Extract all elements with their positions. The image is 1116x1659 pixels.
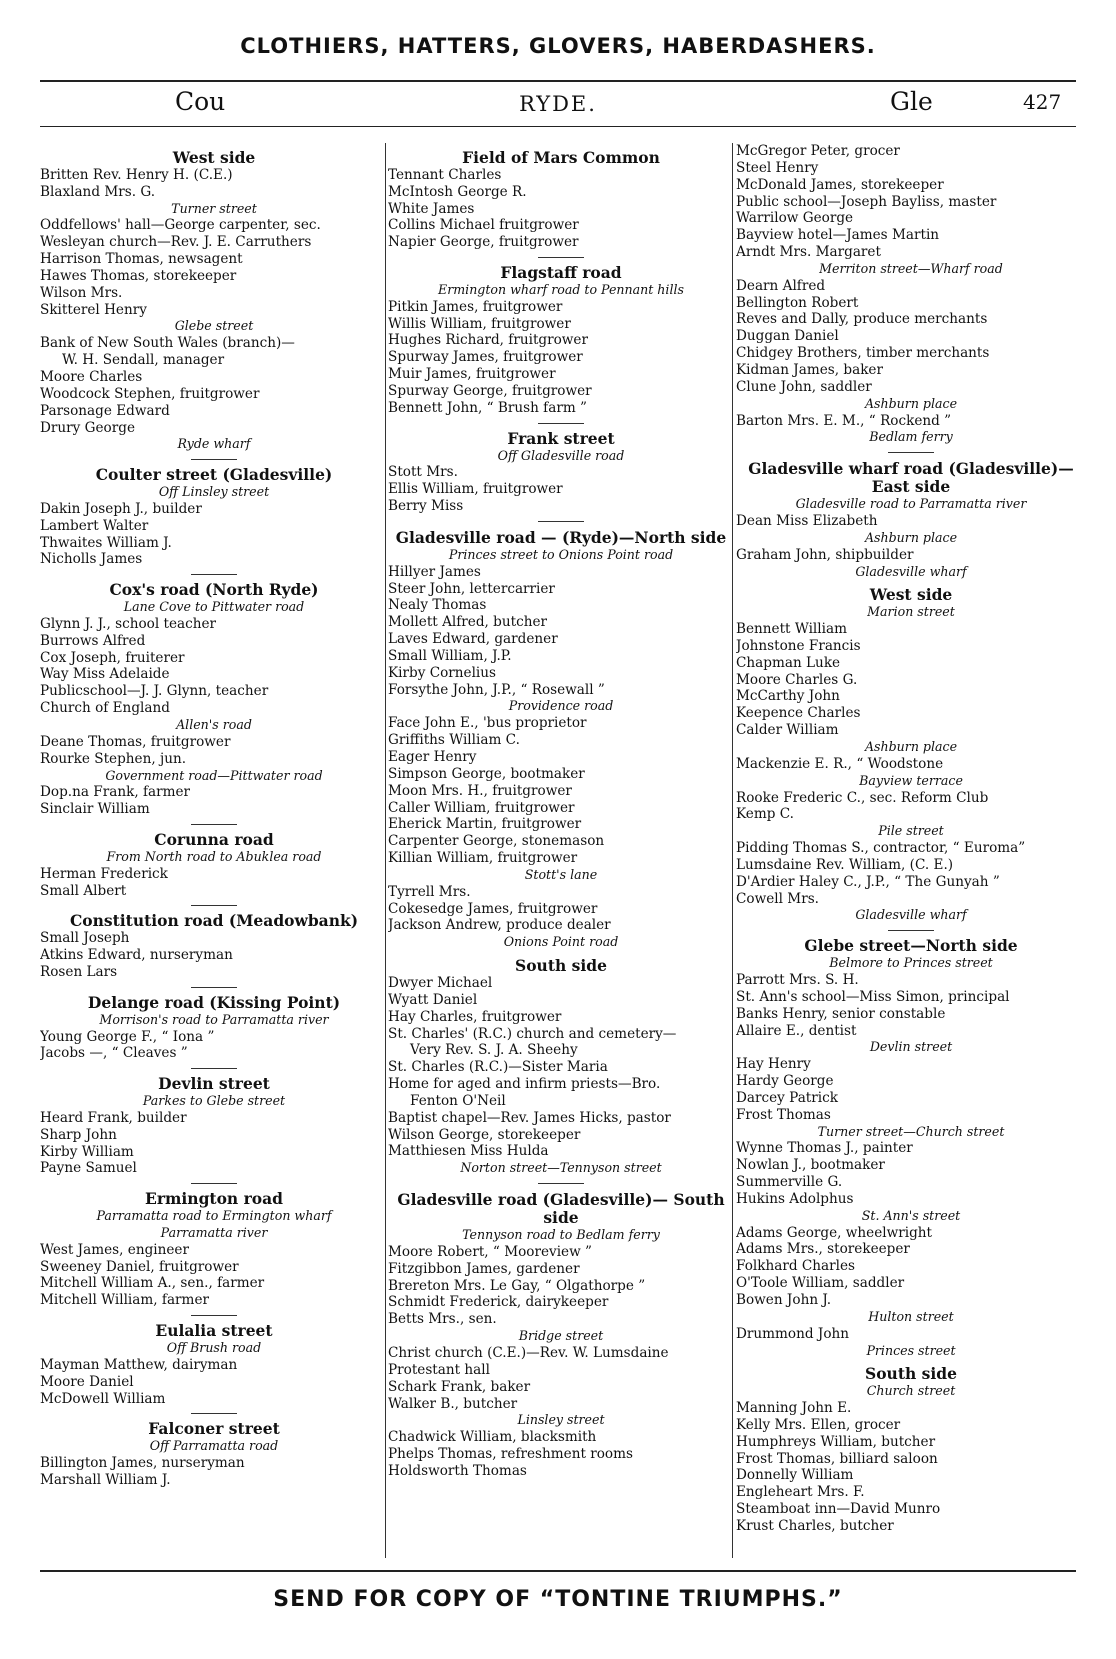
column-divider-1 — [385, 143, 386, 1558]
cross-street-label: Off Parramatta road — [149, 1438, 279, 1454]
directory-entry: Walker B., butcher — [388, 1395, 518, 1412]
section-heading: Glebe street—North side — [804, 936, 1018, 956]
directory-entry: Drummond John — [736, 1325, 850, 1342]
directory-entry: Hay Henry — [736, 1056, 811, 1073]
directory-entry: Publicschool—J. J. Glynn, teacher — [40, 683, 269, 700]
section-separator — [191, 1068, 237, 1069]
directory-entry: Mitchell William, farmer — [40, 1292, 209, 1309]
directory-entry: Johnstone Francis — [736, 637, 861, 654]
cross-street-label: Ashburn place — [864, 395, 958, 411]
cross-street-label: Ryde wharf — [177, 436, 251, 452]
directory-entry: Eherick Martin, fruitgrower — [388, 816, 582, 833]
directory-entry: Wilson George, storekeeper — [388, 1126, 581, 1143]
directory-entry: Dop.na Frank, farmer — [40, 784, 191, 801]
directory-entry: Engleheart Mrs. F. — [736, 1484, 865, 1501]
directory-entry: Steel Henry — [736, 159, 819, 176]
cross-street-label: Tennyson road to Bedlam ferry — [462, 1227, 660, 1243]
directory-entry: Britten Rev. Henry H. (C.E.) — [40, 166, 233, 183]
section-heading: Frank street — [507, 428, 615, 448]
directory-entry: Marshall William J. — [40, 1471, 171, 1488]
cross-street-label: Bedlam ferry — [869, 429, 953, 445]
directory-entry: Jackson Andrew, produce dealer — [388, 917, 611, 934]
header-locality: RYDE. — [519, 92, 597, 116]
directory-entry: Skitterel Henry — [40, 301, 147, 318]
directory-entry: St. Ann's school—Miss Simon, principal — [736, 988, 1010, 1005]
directory-entry: Sharp John — [40, 1126, 117, 1143]
directory-entry: Schark Frank, baker — [388, 1378, 531, 1395]
section-heading: West side — [172, 148, 256, 167]
directory-entry: Brereton Mrs. Le Gay, “ Olgathorpe ” — [388, 1277, 646, 1294]
directory-entry: Mackenzie E. R., “ Woodstone — [736, 755, 944, 772]
cross-street-label: Ashburn place — [864, 739, 958, 754]
directory-entry: Holdsworth Thomas — [388, 1462, 527, 1479]
directory-entry: Bowen John J. — [736, 1292, 832, 1308]
directory-entry: Berry Miss — [388, 498, 464, 515]
cross-street-label: From North road to Abuklea road — [106, 848, 322, 864]
directory-entry: Carpenter George, stonemason — [388, 833, 605, 850]
directory-entry: Hardy George — [736, 1073, 834, 1090]
directory-entry: Frost Thomas, billiard saloon — [736, 1450, 938, 1467]
cross-street-label: Morrison's road to Parramatta river — [99, 1011, 329, 1027]
directory-entry: O'Toole William, saddler — [736, 1275, 905, 1292]
cross-street-label: Pile street — [878, 823, 944, 839]
cross-street-label: Princes street to Onions Point road — [448, 546, 674, 562]
section-separator — [888, 452, 934, 453]
header-right-guide-word: Gle — [890, 87, 933, 116]
directory-entry: Heard Frank, builder — [40, 1109, 187, 1126]
directory-entry: Chapman Luke — [736, 654, 841, 671]
section-heading: Constitution road (Meadowbank) — [69, 911, 359, 931]
directory-entry: Spurway George, fruitgrower — [388, 382, 592, 399]
directory-entry: Collins Michael fruitgrower — [388, 217, 579, 234]
section-heading: Gladesville road (Gladesville)— South side — [397, 1190, 725, 1228]
directory-column-3 — [736, 143, 1086, 1558]
section-heading: Coulter street (Gladesville) — [95, 465, 333, 485]
directory-entry: Wesleyan church—Rev. J. E. Carruthers — [40, 234, 312, 251]
directory-entry: Jacobs —, “ Cleaves ” — [40, 1045, 188, 1062]
directory-entry: Wilson Mrs. — [40, 284, 123, 301]
section-separator — [538, 1183, 584, 1184]
section-heading: Gladesville wharf road (Gladesville)—East side — [748, 459, 1074, 497]
directory-entry-continuation: Fenton O'Neil — [410, 1092, 506, 1109]
directory-entry: Phelps Thomas, refreshment rooms — [388, 1446, 633, 1463]
cross-street-label: Marion street — [867, 604, 955, 620]
directory-entry: Kidman James, baker — [736, 361, 883, 378]
directory-entry: Bank of New South Wales (branch)— — [40, 335, 295, 352]
directory-entry: Folkhard Charles — [736, 1258, 855, 1275]
section-heading: South side — [865, 1364, 957, 1384]
section-heading: West side — [869, 585, 953, 605]
directory-entry: Nicholls James — [40, 551, 143, 568]
directory-entry: Kelly Mrs. Ellen, grocer — [736, 1416, 901, 1433]
section-separator — [191, 1315, 237, 1316]
directory-entry: Public school—Joseph Bayliss, master — [736, 193, 997, 210]
directory-entry: Humphreys William, butcher — [736, 1433, 936, 1450]
directory-column-1 — [40, 143, 388, 1558]
cross-street-label: Belmore to Princes street — [829, 955, 993, 971]
directory-entry: Calder William — [736, 722, 839, 739]
cross-street-label: Turner street — [171, 200, 257, 216]
directory-entry: McIntosh George R. — [388, 183, 527, 200]
section-separator — [538, 423, 584, 424]
directory-entry: Chadwick William, blacksmith — [388, 1429, 597, 1446]
directory-entry: D'Ardier Haley C., J.P., “ The Gunyah ” — [736, 873, 1000, 890]
directory-entry: Bellington Robert — [736, 294, 859, 311]
cross-street-label: Gladesville wharf — [855, 563, 967, 579]
directory-entry: St. Charles' (R.C.) church and cemetery— — [388, 1025, 677, 1042]
directory-entry: Moore Robert, “ Mooreview ” — [388, 1243, 592, 1260]
directory-entry: Rourke Stephen, jun. — [40, 750, 187, 767]
directory-entry: Bennett John, “ Brush farm ” — [388, 399, 587, 416]
directory-entry: Clune John, saddler — [736, 378, 872, 395]
directory-entry: Chidgey Brothers, timber merchants — [736, 345, 990, 362]
section-separator — [191, 824, 237, 825]
cross-street-label: Church street — [866, 1383, 956, 1399]
section-separator — [191, 1183, 237, 1184]
directory-entry: Dearn Alfred — [736, 277, 826, 294]
directory-entry: Church of England — [40, 700, 170, 717]
directory-entry: Steamboat inn—David Munro — [736, 1501, 941, 1518]
section-separator — [538, 521, 584, 522]
cross-street-label: Parramatta river — [160, 1224, 268, 1240]
directory-entry: Lumsdaine Rev. William, (C. E.) — [736, 856, 954, 873]
cross-street-label: Bridge street — [518, 1328, 604, 1344]
section-separator — [191, 1413, 237, 1414]
cross-street-label: Ermington wharf road to Pennant hills — [438, 281, 684, 297]
section-separator — [191, 459, 237, 460]
directory-entry: Thwaites William J. — [40, 534, 172, 551]
cross-street-label: Norton street—Tennyson street — [460, 1160, 662, 1176]
directory-entry: Graham John, shipbuilder — [736, 546, 914, 563]
cross-street-label: Stott's lane — [524, 866, 598, 882]
cross-street-label: Devlin street — [869, 1039, 953, 1055]
directory-entry: Hughes Richard, fruitgrower — [388, 332, 588, 349]
directory-entry: Home for aged and infirm priests—Bro. — [388, 1076, 661, 1093]
directory-entry: Wyatt Daniel — [388, 991, 478, 1008]
section-separator — [191, 987, 237, 988]
directory-entry: Kemp C. — [736, 806, 794, 823]
directory-entry: Blaxland Mrs. G. — [40, 183, 156, 200]
directory-entry: Way Miss Adelaide — [40, 666, 170, 683]
directory-entry: Allaire E., dentist — [736, 1022, 857, 1039]
section-separator — [191, 905, 237, 906]
directory-entry: Eager Henry — [388, 749, 477, 765]
directory-entry: Oddfellows' hall—George carpenter, sec. — [40, 217, 321, 234]
directory-entry: McDonald James, storekeeper — [736, 176, 944, 193]
directory-entry: Mitchell William A., sen., farmer — [40, 1275, 265, 1292]
section-heading: Flagstaff road — [500, 263, 622, 283]
directory-entry: Small Albert — [40, 882, 127, 899]
cross-street-label: Off Gladesville road — [497, 447, 625, 463]
directory-entry: Glynn J. J., school teacher — [40, 615, 217, 632]
directory-entry: Deane Thomas, fruitgrower — [40, 733, 231, 750]
directory-entry: Small Joseph — [40, 930, 130, 947]
directory-entry: Adams George, wheelwright — [736, 1224, 933, 1241]
directory-entry: Schmidt Frederick, dairykeeper — [388, 1294, 609, 1311]
cross-street-label: St. Ann's street — [861, 1207, 961, 1223]
cross-street-label: Government road—Pittwater road — [105, 767, 323, 783]
cross-street-label: Hulton street — [868, 1308, 954, 1324]
directory-entry: Pitkin James, fruitgrower — [388, 298, 563, 315]
section-heading: Cox's road (North Ryde) — [109, 580, 319, 600]
directory-entry: Harrison Thomas, newsagent — [40, 251, 243, 268]
directory-entry: Napier George, fruitgrower — [388, 234, 579, 251]
directory-entry: Drury George — [40, 419, 135, 436]
directory-entry: Moore Daniel — [40, 1373, 134, 1390]
cross-street-label: Glebe street — [174, 318, 254, 334]
directory-entry: Arndt Mrs. Margaret — [736, 244, 881, 261]
section-heading: Ermington road — [145, 1189, 283, 1209]
directory-column-2 — [388, 143, 734, 1558]
page-number: 427 — [1023, 90, 1062, 114]
directory-entry: Donnelly William — [736, 1467, 854, 1484]
directory-entry: West James, engineer — [40, 1241, 189, 1258]
directory-entry: Billington James, nurseryman — [40, 1455, 245, 1472]
directory-entry: Betts Mrs., sen. — [388, 1311, 497, 1328]
cross-street-label: Off Linsley street — [158, 484, 270, 500]
directory-entry: Lambert Walter — [40, 517, 149, 534]
directory-entry-continuation: W. H. Sendall, manager — [62, 352, 225, 369]
directory-entry: Cowell Mrs. — [736, 890, 819, 907]
directory-entry: Dean Miss Elizabeth — [736, 513, 878, 530]
directory-entry: St. Charles (R.C.)—Sister Maria — [388, 1059, 608, 1076]
directory-entry: Hawes Thomas, storekeeper — [40, 267, 237, 284]
directory-entry: Payne Samuel — [40, 1160, 137, 1177]
directory-entry: Pidding Thomas S., contractor, “ Euroma” — [736, 840, 1026, 857]
directory-entry: Parsonage Edward — [40, 402, 170, 419]
directory-entry: Willis William, fruitgrower — [388, 315, 571, 332]
directory-entry: Darcey Patrick — [736, 1089, 838, 1106]
directory-entry: Cox Joseph, fruiterer — [40, 649, 185, 666]
directory-entry: Sinclair William — [40, 801, 150, 818]
cross-street-label: Parramatta road to Ermington wharf — [96, 1208, 332, 1224]
section-heading: Delange road (Kissing Point) — [87, 992, 341, 1012]
directory-entry: Fitzgibbon James, gardener — [388, 1260, 580, 1277]
directory-entry: Rosen Lars — [40, 963, 118, 980]
directory-entry: Burrows Alfred — [40, 632, 146, 649]
cross-street-label: Gladesville road to Parramatta river — [795, 496, 1027, 512]
header-bottom-rule — [40, 126, 1076, 127]
cross-street-label: Princes street — [866, 1342, 956, 1358]
directory-entry: Face John E., 'bus proprietor — [388, 715, 587, 732]
section-heading: Gladesville road — (Ryde)—North side — [395, 527, 727, 547]
directory-entry: Christ church (C.E.)—Rev. W. Lumsdaine — [388, 1345, 669, 1361]
directory-entry: McCarthy John — [736, 688, 840, 705]
directory-entry: Steer John, lettercarrier — [388, 580, 555, 597]
cross-street-label: Allen's road — [176, 717, 252, 732]
cross-street-label: Off Brush road — [166, 1340, 262, 1355]
directory-entry: Woodcock Stephen, fruitgrower — [40, 385, 260, 402]
directory-entry: Reves and Dally, produce merchants — [736, 311, 988, 328]
directory-entry: Protestant hall — [388, 1361, 490, 1378]
directory-entry: Warrilow George — [736, 210, 854, 227]
directory-entry: Atkins Edward, nurseryman — [40, 947, 233, 964]
directory-entry: Tyrrell Mrs. — [388, 883, 471, 900]
directory-entry: Wynne Thomas J., painter — [736, 1140, 913, 1157]
header-left-guide-word: Cou — [175, 87, 226, 116]
footer-rule — [40, 1570, 1076, 1572]
directory-entry: Simpson George, bootmaker — [388, 765, 585, 782]
footer-advert: SEND FOR COPY OF “TONTINE TRIUMPHS.” — [273, 1587, 843, 1612]
section-heading: Eulalia street — [155, 1321, 273, 1341]
directory-entry: McGregor Peter, grocer — [736, 143, 900, 159]
section-separator — [538, 257, 584, 258]
directory-entry: Spurway James, fruitgrower — [388, 349, 583, 366]
directory-entry: White James — [388, 200, 475, 217]
section-heading: South side — [515, 956, 607, 976]
directory-entry: Mollett Alfred, butcher — [388, 614, 548, 631]
cross-street-label: Merriton street—Wharf road — [819, 260, 1003, 276]
section-heading: Field of Mars Common — [462, 148, 660, 167]
cross-street-label: Onions Point road — [503, 934, 619, 950]
cross-street-label: Lane Cove to Pittwater road — [123, 599, 305, 615]
directory-entry: Griffiths William C. — [388, 732, 520, 749]
section-heading: Falconer street — [148, 1419, 280, 1439]
directory-entry: Summerville G. — [736, 1174, 843, 1191]
directory-entry: Bennett William — [736, 621, 847, 638]
directory-entry: Adams Mrs., storekeeper — [736, 1241, 910, 1258]
directory-entry: Nealy Thomas — [388, 597, 487, 614]
directory-entry: Frost Thomas — [736, 1106, 831, 1123]
directory-entry: Caller William, fruitgrower — [388, 799, 575, 816]
section-heading: Devlin street — [158, 1074, 270, 1094]
directory-entry: Duggan Daniel — [736, 328, 839, 345]
directory-entry-continuation: Very Rev. S. J. A. Sheehy — [410, 1042, 578, 1059]
directory-entry: McDowell William — [40, 1390, 166, 1407]
directory-entry: Muir James, fruitgrower — [388, 366, 556, 383]
cross-street-label: Bayview terrace — [859, 772, 963, 788]
directory-entry: Sweeney Daniel, fruitgrower — [40, 1258, 239, 1275]
directory-entry: Ellis William, fruitgrower — [388, 481, 563, 498]
directory-entry: Mayman Matthew, dairyman — [40, 1356, 238, 1373]
directory-entry: Rooke Frederic C., sec. Reform Club — [736, 789, 989, 806]
directory-entry: Herman Frederick — [40, 865, 168, 882]
directory-entry: Tennant Charles — [388, 166, 502, 183]
directory-entry: Parrott Mrs. S. H. — [736, 971, 859, 988]
directory-entry: Manning John E. — [736, 1400, 852, 1417]
cross-street-label: Parkes to Glebe street — [142, 1093, 286, 1109]
directory-entry: Moon Mrs. H., fruitgrower — [388, 782, 572, 799]
directory-entry: Hillyer James — [388, 563, 481, 580]
directory-entry: Moore Charles G. — [736, 671, 858, 688]
cross-street-label: Providence road — [508, 698, 614, 714]
directory-entry: Krust Charles, butcher — [736, 1517, 894, 1534]
directory-entry: Hay Charles, fruitgrower — [388, 1008, 562, 1025]
directory-entry: Matthiesen Miss Hulda — [388, 1143, 549, 1160]
directory-entry: Nowlan J., bootmaker — [736, 1157, 885, 1174]
directory-entry: Kirby Cornelius — [388, 664, 497, 681]
directory-entry: Moore Charles — [40, 368, 143, 385]
cross-street-label: Linsley street — [517, 1412, 605, 1428]
directory-entry: Banks Henry, senior constable — [736, 1005, 946, 1022]
header-top-rule — [40, 80, 1076, 82]
directory-entry: Forsythe John, J.P., “ Rosewall ” — [388, 681, 605, 698]
directory-entry: Dwyer Michael — [388, 974, 493, 991]
column-divider-2 — [732, 143, 733, 1558]
section-separator — [191, 574, 237, 575]
directory-entry: Baptist chapel—Rev. James Hicks, pastor — [388, 1109, 671, 1126]
cross-street-label: Ashburn place — [864, 529, 958, 545]
directory-entry: Killian William, fruitgrower — [388, 850, 578, 867]
page-banner-title: CLOTHIERS, HATTERS, GLOVERS, HABERDASHERS. — [240, 34, 876, 58]
cross-street-label: Turner street—Church street — [817, 1123, 1005, 1139]
directory-entry: Laves Edward, gardener — [388, 631, 558, 648]
directory-entry: Bayview hotel—James Martin — [736, 227, 940, 244]
directory-entry: Keepence Charles — [736, 705, 861, 722]
directory-entry: Stott Mrs. — [388, 464, 458, 481]
directory-entry: Small William, J.P. — [388, 647, 512, 664]
section-separator — [888, 930, 934, 931]
directory-entry: Dakin Joseph J., builder — [40, 500, 202, 517]
directory-entry: Barton Mrs. E. M., “ Rockend ” — [736, 412, 952, 429]
directory-entry: Cokesedge James, fruitgrower — [388, 900, 598, 917]
cross-street-label: Gladesville wharf — [855, 907, 967, 923]
directory-entry: Hukins Adolphus — [736, 1190, 854, 1207]
section-heading: Corunna road — [154, 830, 274, 850]
directory-entry: Young George F., “ Iona ” — [40, 1028, 215, 1045]
directory-entry: Kirby William — [40, 1143, 134, 1160]
